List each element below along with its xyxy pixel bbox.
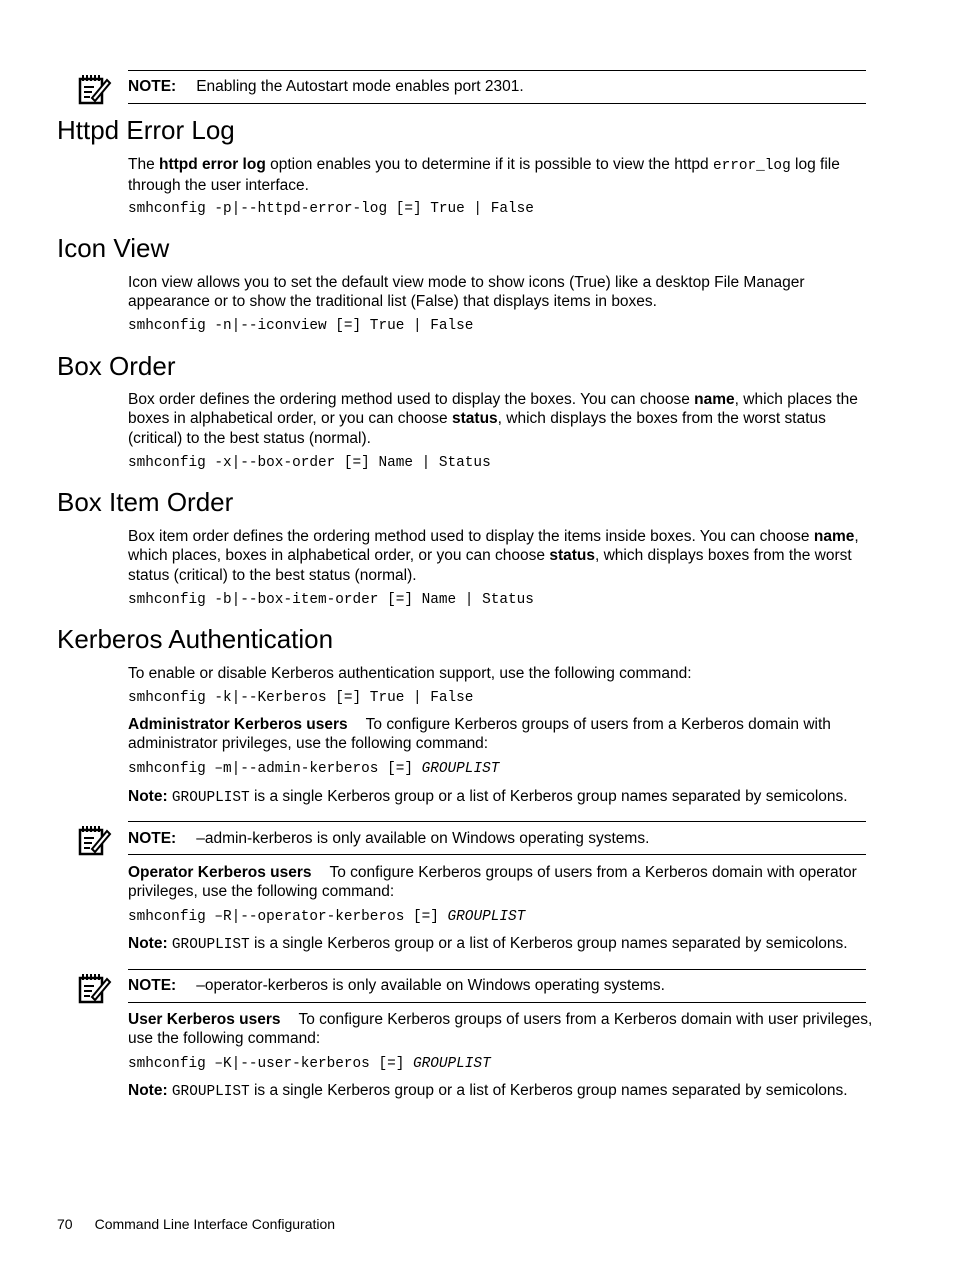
text-run: To configure Kerberos groups of users from a Kerberos domain with operator privileges, use the following command:	[128, 864, 857, 901]
note-label: NOTE:	[128, 977, 177, 994]
grouplist-note	[128, 934, 873, 955]
text-run: option enables you to determine if it is possible to view the httpd	[265, 156, 713, 173]
page-number: 70	[57, 1216, 73, 1232]
command-arg: GROUPLIST	[421, 761, 500, 777]
note-label: NOTE:	[128, 78, 177, 95]
text-run: , which places, boxes in alphabetical order, or you can choose	[128, 528, 859, 565]
bold-term: status	[452, 410, 498, 428]
kerberos-intro: To enable or disable Kerberos authentication support, use the following command:	[128, 665, 692, 682]
text-run: is a single Kerberos group or a list of Kerberos group names separated by semicolons.	[249, 935, 848, 952]
note-text	[128, 830, 649, 848]
note-pad-icon	[78, 971, 112, 1005]
bold-term: status	[549, 547, 595, 565]
inline-code: GROUPLIST	[171, 1084, 250, 1100]
grouplist-note	[128, 787, 873, 808]
command-arg: GROUPLIST	[412, 1056, 491, 1072]
text-run: is a single Kerberos group or a list of Kerberos group names separated by semicolons.	[249, 788, 848, 805]
command-kerberos: smhconfig -k|--Kerberos [=] True | False	[128, 690, 474, 706]
bold-term: name	[813, 528, 855, 545]
note-text	[128, 78, 524, 96]
runin-heading: Operator Kerberos users	[128, 864, 312, 881]
user-kerberos-paragraph	[128, 1010, 873, 1049]
note-body: Enabling the Autostart mode enables port 2301.	[196, 78, 524, 95]
section-heading-httpd: Httpd Error Log	[57, 115, 235, 145]
runin-heading: User Kerberos users	[128, 1011, 281, 1028]
section-heading-box-order: Box Order	[57, 351, 176, 381]
operator-kerberos-paragraph	[128, 863, 873, 902]
admin-kerberos-paragraph	[128, 715, 873, 754]
note-prefix: Note:	[128, 788, 168, 805]
section-heading-kerberos: Kerberos Authentication	[57, 624, 334, 654]
text-run: log file through the user interface.	[128, 156, 840, 195]
command-box-item-order: smhconfig -b|--box-item-order [=] Name | Status	[128, 592, 534, 608]
command-arg: GROUPLIST	[447, 909, 526, 925]
box-order-paragraph	[128, 390, 873, 448]
command-box-order: smhconfig -x|--box-order [=] Name | Status	[128, 455, 491, 471]
footer-section-title: Command Line Interface Configuration	[94, 1216, 336, 1232]
runin-heading: Administrator Kerberos users	[128, 716, 348, 733]
command-icon-view: smhconfig -n|--iconview [=] True | False	[128, 318, 474, 334]
text-run: The	[128, 156, 160, 173]
command-user-kerberos	[128, 1056, 491, 1072]
command-text: smhconfig –K|--user-kerberos [=]	[128, 1056, 413, 1072]
text-run: Box item order defines the ordering method used to display the items inside boxes. You can choose	[128, 528, 814, 545]
note-body: –operator-kerberos is only available on Windows operating systems.	[196, 977, 665, 994]
section-heading-box-item-order: Box Item Order	[57, 487, 234, 517]
command-text: smhconfig –R|--operator-kerberos [=]	[128, 909, 448, 925]
note-prefix: Note:	[128, 935, 168, 952]
inline-code: GROUPLIST	[171, 937, 250, 953]
text-run: , which displays boxes from the worst status (critical) to the best status (normal).	[128, 547, 852, 584]
text-run: To configure Kerberos groups of users from a Kerberos domain with administrator privileges, use the following command:	[128, 716, 831, 753]
command-operator-kerberos	[128, 909, 525, 925]
inline-code: error_log	[712, 158, 791, 174]
bold-term: name	[694, 391, 735, 408]
bold-term: httpd error log	[159, 156, 266, 173]
text-run: To configure Kerberos groups of users from a Kerberos domain with user privileges, use the following command:	[128, 1011, 873, 1048]
note-body: –admin-kerberos is only available on Windows operating systems.	[196, 830, 650, 847]
page-footer	[57, 1216, 335, 1232]
box-item-order-paragraph	[128, 527, 873, 585]
inline-code: GROUPLIST	[171, 790, 250, 806]
text-run: , which places the boxes in alphabetical order, or you can choose	[128, 391, 858, 428]
note-pad-icon	[78, 823, 112, 857]
icon-view-paragraph: Icon view allows you to set the default view mode to show icons (True) like a desktop File Manager appearance or to show the traditional list (False) that displays items in boxes.	[128, 274, 805, 311]
command-text: smhconfig –m|--admin-kerberos [=]	[128, 761, 422, 777]
section-heading-icon-view: Icon View	[57, 233, 170, 263]
text-run: Box order defines the ordering method used to display the boxes. You can choose	[128, 391, 695, 408]
note-prefix: Note:	[128, 1082, 168, 1099]
note-label: NOTE:	[128, 830, 177, 847]
text-run: is a single Kerberos group or a list of Kerberos group names separated by semicolons.	[249, 1082, 848, 1099]
note-text	[128, 977, 665, 995]
httpd-paragraph	[128, 155, 873, 196]
text-run: , which displays the boxes from the worst status (critical) to the best status (normal).	[128, 410, 826, 447]
grouplist-note	[128, 1081, 873, 1102]
command-admin-kerberos	[128, 761, 499, 777]
command-httpd: smhconfig -p|--httpd-error-log [=] True | False	[128, 201, 534, 217]
note-pad-icon	[78, 72, 112, 106]
